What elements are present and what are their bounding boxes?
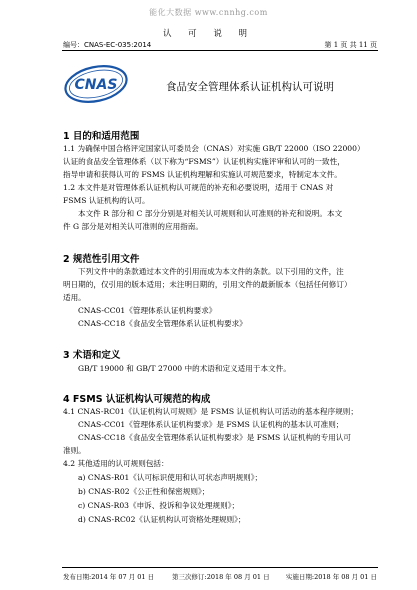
section-4-item-d: d) CNAS-RC02《认证机构认可资格处理规则》； xyxy=(78,515,246,524)
section-4-line-1: 4.1 CNAS-RC01《认证机构认可规则》是 FSMS 认证机构认可活动的基本程序规则； xyxy=(63,407,358,416)
section-3-heading: 3 术语和定义 xyxy=(63,350,121,361)
footer-rule xyxy=(62,567,378,568)
section-4-item-b: b) CNAS-R02《公正性和保密规则》； xyxy=(78,487,210,496)
section-2-heading: 2 规范性引用文件 xyxy=(63,254,140,265)
section-1-line-4: 1.2 本文件是对管理体系认证机构认可规范的补充和必要说明，适用于 CNAS 对 xyxy=(63,183,334,192)
page-info: 第 1 页 共 11 页 xyxy=(324,41,377,49)
section-3-line-1: GB/T 19000 和 GB/T 27000 中的术语和定义适用于本文件。 xyxy=(78,364,291,373)
section-4-line-4: 准则。 xyxy=(63,446,86,455)
section-4-heading: 4 FSMS 认证机构认可规范的构成 xyxy=(63,394,211,405)
issue-date: 发布日期:2014 年 07 月 01 日 xyxy=(63,573,155,581)
logo-text: CNAS xyxy=(74,77,118,93)
section-4-item-c: c) CNAS-R03《申诉、投诉和争议处理规则》； xyxy=(78,501,240,510)
section-1-line-5: FSMS 认证机构的认可。 xyxy=(63,196,150,205)
section-1-heading: 1 目的和适用范围 xyxy=(63,131,140,142)
section-4-line-5: 4.2 其他适用的认可规则包括： xyxy=(63,459,169,468)
header-rule xyxy=(62,50,378,51)
section-2-line-5: CNAS-CC18《食品安全管理体系认证机构要求》 xyxy=(78,319,247,328)
section-2-line-4: CNAS-CC01《管理体系认证机构要求》 xyxy=(78,306,217,315)
revision-date: 第三次修订:2018 年 08 月 01 日 xyxy=(172,573,270,581)
section-1-line-6: 本文件 R 部分和 C 部分分别是对相关认可规则和认可准则的补充和说明。本文 xyxy=(78,209,343,218)
page-title: 食品安全管理体系认证机构认可说明 xyxy=(166,81,334,93)
section-1-line-2: 认证的食品安全管理体系（以下称为“FSMS”）认证机构实施评审和认可的一致性， xyxy=(63,157,345,166)
effective-date: 实施日期:2018 年 08 月 01 日 xyxy=(285,573,377,581)
document-number: 编号：CNAS-EC-035:2014 xyxy=(63,41,152,49)
cnas-logo xyxy=(63,62,129,106)
section-4-line-2: CNAS-CC01《管理体系认证机构要求》是 FSMS 认证机构的基本认可准则； xyxy=(78,420,344,429)
watermark: 能化大数据 www.cnnhg.com xyxy=(149,8,268,17)
section-1-line-1: 1.1 为确保中国合格评定国家认可委员会（CNAS）对实施 GB/T 22000（ISO 22000） xyxy=(63,144,365,153)
section-4-item-a: a) CNAS-R01《认可标识使用和认可状态声明规则》； xyxy=(78,473,263,482)
document-type-heading: 认 可 说 明 xyxy=(162,29,255,39)
section-1-line-7: 件 G 部分是对相关认可准则的应用指南。 xyxy=(63,222,203,231)
section-2-line-3: 适用。 xyxy=(63,293,86,302)
section-2-line-2: 明日期的，仅引用的版本适用；未注明日期的，引用文件的最新版本（包括任何修订） xyxy=(63,280,352,289)
section-1-line-3: 指导申请和获得认可的 FSMS 认证机构理解和实施认可规范要求，特制定本文件。 xyxy=(63,170,342,179)
section-2-line-1: 下列文件中的条款通过本文件的引用而成为本文件的条款。以下引用的文件，注 xyxy=(78,267,344,276)
section-4-line-3: CNAS-CC18《食品安全管理体系认证机构要求》是 FSMS 认证机构的专用认可 xyxy=(78,433,351,442)
